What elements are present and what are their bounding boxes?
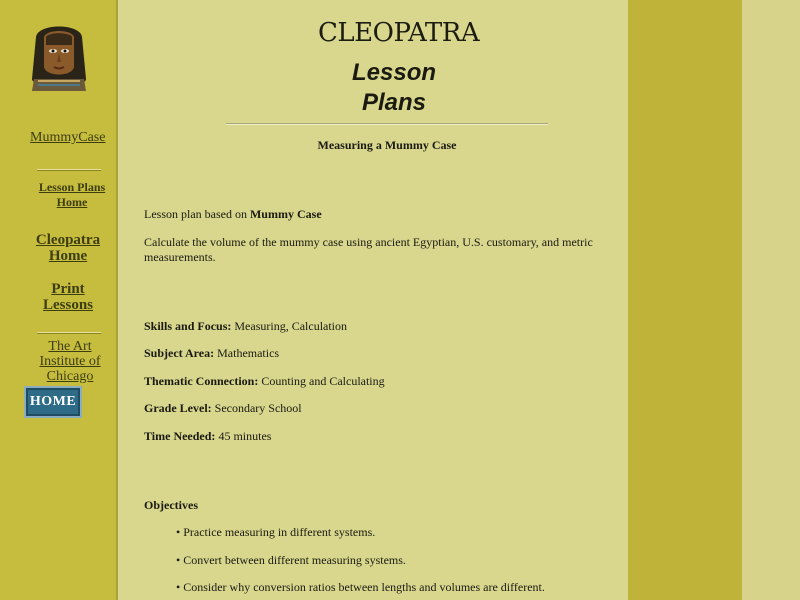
art-institute-label-1: The Art <box>48 339 92 354</box>
objective-item: • Consider why conversion ratios between lengths and volumes are different. <box>176 580 545 594</box>
thematic-value: Counting and Calculating <box>258 374 385 388</box>
objectives-heading <box>144 498 614 513</box>
mummy-mask-image <box>28 19 90 95</box>
print-lessons-label-1: Print <box>51 281 85 297</box>
cleopatra-home-label-1: Cleopatra <box>35 232 101 248</box>
skills-label: Skills and Focus: <box>144 319 232 333</box>
thematic-line <box>144 374 614 389</box>
based-on-line <box>144 207 614 222</box>
based-on-value: Mummy Case <box>249 207 322 221</box>
print-lessons-label-2: Lessons <box>42 297 94 313</box>
lesson-description: Calculate the volume of the mummy case using ancient Egyptian, U.S. customary, and metric measurements. <box>144 235 593 264</box>
time-value: 45 minutes <box>215 429 272 443</box>
mummycase-link[interactable]: MummyCase <box>30 130 106 145</box>
cleopatra-home-link[interactable] <box>24 232 112 264</box>
subject-value: Mathematics <box>214 346 280 360</box>
art-institute-link[interactable] <box>28 339 112 384</box>
grade-label: Grade Level: <box>144 401 212 415</box>
art-institute-label-2: Institute of <box>39 354 101 369</box>
skills-line <box>144 319 614 334</box>
objective-item: • Convert between different measuring systems. <box>176 553 406 567</box>
objectives-heading-text: Objectives <box>144 498 198 512</box>
subject-label: Subject Area: <box>144 346 215 360</box>
art-institute-label-3: Chicago <box>46 369 94 384</box>
header-divider <box>226 123 548 125</box>
sidebar <box>0 0 116 600</box>
home-button[interactable]: HOME <box>24 386 82 418</box>
page-title-line-2: Plans <box>361 89 427 116</box>
sidebar-divider <box>37 332 101 334</box>
sidebar-divider <box>37 169 101 171</box>
cleopatra-home-label-2: Home <box>48 248 88 264</box>
lesson-plans-home-label-1: Lesson Plans <box>38 180 106 194</box>
page-title-line-1: Lesson <box>351 59 437 86</box>
thematic-label: Thematic Connection: <box>144 374 259 388</box>
skills-value: Measuring, Calculation <box>231 319 348 333</box>
print-lessons-link[interactable] <box>24 281 112 313</box>
lesson-subtitle: Measuring a Mummy Case <box>317 138 457 152</box>
time-label: Time Needed: <box>144 429 216 443</box>
right-border-panel <box>628 0 742 600</box>
lesson-plans-home-label-2: Home <box>56 195 88 209</box>
lesson-plans-home-link[interactable] <box>30 180 114 210</box>
grade-value: Secondary School <box>211 401 302 415</box>
based-on-prefix: Lesson plan based on <box>144 207 250 221</box>
subject-line <box>144 346 614 361</box>
right-edge-panel <box>742 0 800 600</box>
time-line <box>144 429 614 444</box>
cleopatra-logo: CLEOPATRA <box>318 18 480 48</box>
objective-item: • Practice measuring in different systems. <box>176 525 376 539</box>
grade-line <box>144 401 614 416</box>
page-title <box>300 58 488 118</box>
